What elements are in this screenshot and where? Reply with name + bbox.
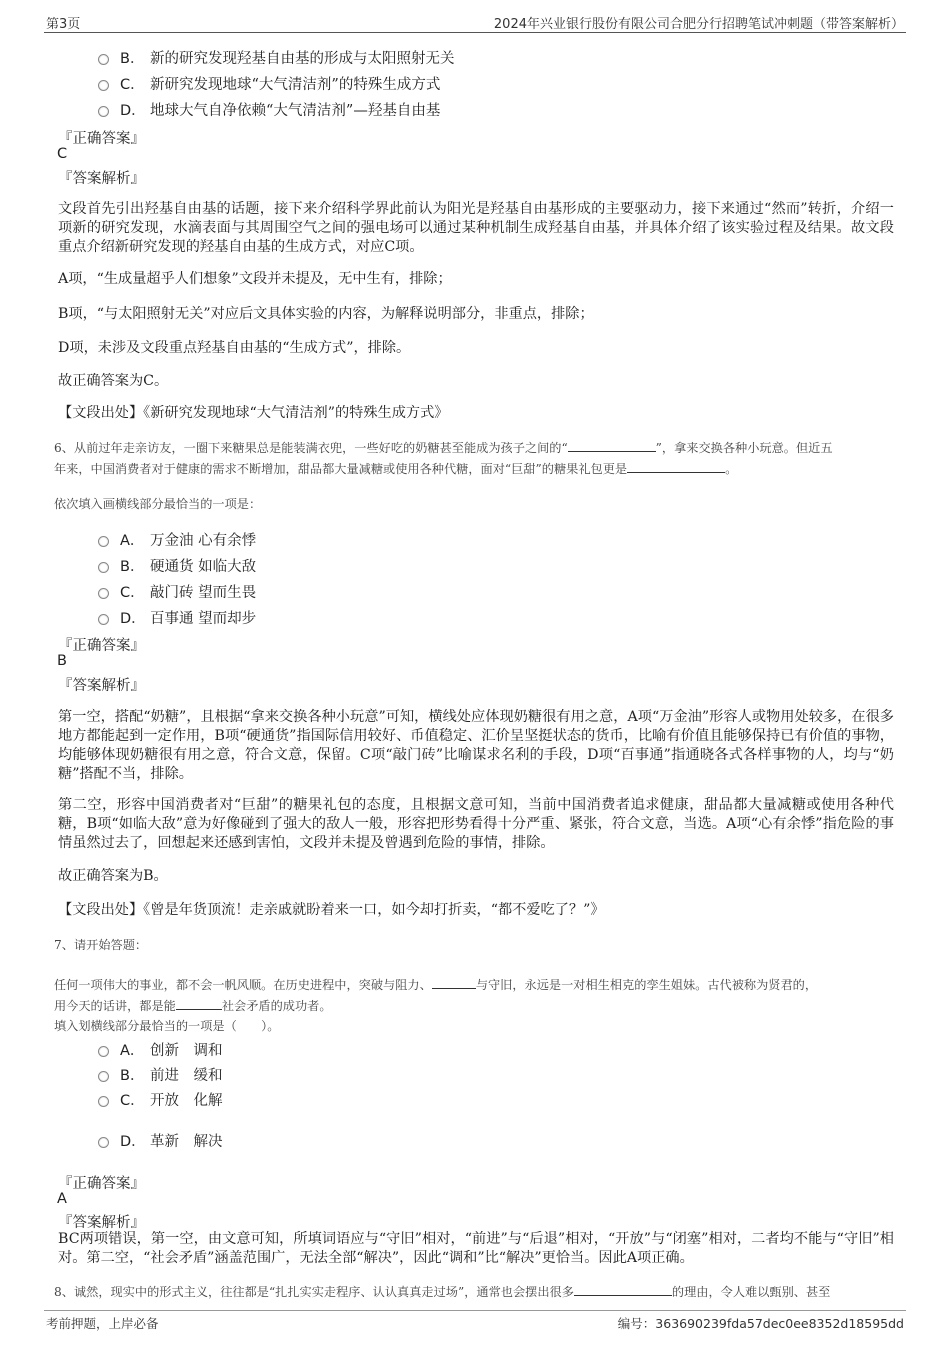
q6-option-c[interactable]: C． 敲门砖 望而生畏 bbox=[98, 581, 256, 602]
blank bbox=[568, 439, 656, 452]
q7-prompt: 填入划横线部分最恰当的一项是（ ）。 bbox=[54, 1019, 280, 1033]
q7-title: 7、请开始答题： bbox=[54, 938, 148, 952]
radio-icon[interactable] bbox=[98, 614, 109, 625]
q6-prompt: 依次填入画横线部分最恰当的一项是： bbox=[54, 497, 262, 511]
q5-analysis-a: A项，“生成量超乎人们想象”文段并未提及，无中生有，排除； bbox=[58, 271, 452, 287]
radio-icon[interactable] bbox=[98, 1137, 109, 1148]
q7-option-b[interactable]: B． 前进 缓和 bbox=[98, 1064, 223, 1085]
q5-option-b[interactable]: B． 新的研究发现羟基自由基的形成与太阳照射无关 bbox=[98, 47, 455, 68]
blank bbox=[574, 1283, 672, 1296]
radio-icon[interactable] bbox=[98, 1096, 109, 1107]
q6-option-d[interactable]: D． 百事通 望而却步 bbox=[98, 607, 256, 628]
q7-analysis: BC两项错误，第一空，由文意可知，所填词语应与“守旧”相对，“前进”与“后退”相对，“开放”与“闭塞”相对，二者均不能与“守旧”相对。第二空，“社会矛盾”涵盖范围广，无法全部“解决”，因此“调和”比“解决”更恰当。因此A项正确。 bbox=[58, 1231, 894, 1266]
blank bbox=[627, 460, 725, 473]
q7-stem: 任何一项伟大的事业，都不会一帆风顺。在历史进程中，突破与阻力、 与守旧，永远是一对相生相克的孪生姐妹。古代被称为贤君的， 用今天的话讲，都是能 社会矛盾的成功者。 bbox=[54, 978, 818, 1013]
radio-icon[interactable] bbox=[98, 562, 109, 573]
radio-icon[interactable] bbox=[98, 536, 109, 547]
q5-answer: C bbox=[57, 146, 68, 162]
q6-analysis-label: 『答案解析』 bbox=[58, 678, 145, 694]
q5-source: 【文段出处】《新研究发现地球“大气清洁剂”的特殊生成方式》 bbox=[58, 405, 449, 421]
q5-analysis-b: B项，“与太阳照射无关”对应后文具体实验的内容，为解释说明部分，非重点，排除； bbox=[58, 306, 594, 322]
q5-option-c[interactable]: C． 新研究发现地球“大气清洁剂”的特殊生成方式 bbox=[98, 73, 440, 94]
radio-icon[interactable] bbox=[98, 106, 109, 117]
footer-slogan: 考前押题，上岸必备 bbox=[46, 1316, 159, 1331]
q6-analysis-first: 第一空，搭配“奶糖”，且根据“拿来交换各种小玩意”可知，横线处应体现奶糖很有用之意，A项“万金油”形容人或物用处较多，在很多地方都能起到一定作用，B项“硬通货”指国际信用较好、币值稳定、汇价呈坚挺状态的货币，比喻有价值且能够保持已有价值的事物，均能够体现奶糖很有用之意，符合文意，保留。C项“敲门砖”比喻谋求名利的手段，D项“百事通”指通晓各式各样事物的人，均与“奶糖”搭配不当，排除。 bbox=[58, 709, 894, 782]
document-title: 2024年兴业银行股份有限公司合肥分行招聘笔试冲刺题（带答案解析） bbox=[493, 17, 904, 32]
q7-analysis-label: 『答案解析』 bbox=[58, 1215, 145, 1231]
q7-option-c[interactable]: C． 开放 化解 bbox=[98, 1089, 223, 1110]
q7-option-d[interactable]: D． 革新 解决 bbox=[98, 1130, 223, 1151]
radio-icon[interactable] bbox=[98, 1071, 109, 1082]
radio-icon[interactable] bbox=[98, 1046, 109, 1057]
q6-answer: B bbox=[57, 653, 67, 669]
q6-option-a[interactable]: A． 万金油 心有余悸 bbox=[98, 529, 256, 550]
document-id: 编号：363690239fda57dec0ee8352d18595dd bbox=[617, 1316, 904, 1331]
radio-icon[interactable] bbox=[98, 588, 109, 599]
blank bbox=[432, 976, 476, 989]
q6-conclusion: 故正确答案为B。 bbox=[58, 868, 168, 884]
q7-answer: A bbox=[57, 1191, 67, 1207]
footer-divider bbox=[44, 1310, 906, 1311]
q5-analysis-label: 『答案解析』 bbox=[58, 171, 145, 187]
q6-option-b[interactable]: B． 硬通货 如临大敌 bbox=[98, 555, 256, 576]
blank bbox=[176, 997, 222, 1010]
q7-option-a[interactable]: A． 创新 调和 bbox=[98, 1039, 223, 1060]
q5-analysis-main: 文段首先引出羟基自由基的话题，接下来介绍科学界此前认为阳光是羟基自由基形成的主要驱动力，接下来通过“然而”转折，介绍一项新的研究发现，水滴表面与其周围空气之间的强电场可以通过某种机制生成羟基自由基，并具体介绍了该实验过程及结果。故文段重点介绍新研究发现的羟基自由基的生成方式，对应C项。 bbox=[58, 201, 894, 255]
q6-answer-label: 『正确答案』 bbox=[58, 638, 145, 654]
q6-stem: 6、从前过年走亲访友，一圈下来糖果总是能装满衣兜，一些好吃的奶糖甚至能成为孩子之间的“ ”，拿来交换各种小玩意。但近五 年来，中国消费者对于健康的需求不断增加，甜品都大量减糖或使用各种代糖，面对“巨甜”的糖果礼包更是 。 bbox=[54, 441, 833, 476]
q6-source: 【文段出处】《曾是年货顶流！走亲戚就盼着来一口，如今却打折卖，“都不爱吃了？”》 bbox=[58, 902, 605, 918]
q5-conclusion: 故正确答案为C。 bbox=[58, 373, 169, 389]
q6-analysis-second: 第二空，形容中国消费者对“巨甜”的糖果礼包的态度，且根据文意可知，当前中国消费者追求健康，甜品都大量减糖或使用各种代糖，B项“如临大敌”意为好像碰到了强大的敌人一般，形容把形势看得十分严重、紧张，符合文意，当选。A项“心有余悸”指危险的事情虽然过去了，回想起来还感到害怕，文段并未提及曾遇到危险的事情，排除。 bbox=[58, 797, 894, 851]
page-number: 第3页 bbox=[46, 17, 81, 32]
q5-answer-label: 『正确答案』 bbox=[58, 131, 145, 147]
radio-icon[interactable] bbox=[98, 80, 109, 91]
q5-analysis-d: D项，未涉及文段重点羟基自由基的“生成方式”，排除。 bbox=[58, 340, 411, 356]
radio-icon[interactable] bbox=[98, 54, 109, 65]
q5-option-d[interactable]: D． 地球大气自净依赖“大气清洁剂”—羟基自由基 bbox=[98, 99, 440, 120]
q7-answer-label: 『正确答案』 bbox=[58, 1176, 145, 1192]
header-divider bbox=[44, 32, 906, 33]
q8-stem: 8、诚然，现实中的形式主义，往往都是“扎扎实实走程序、认认真真走过场”，通常也会摆出很多 的理由，令人难以甄别、甚至 bbox=[54, 1285, 831, 1299]
